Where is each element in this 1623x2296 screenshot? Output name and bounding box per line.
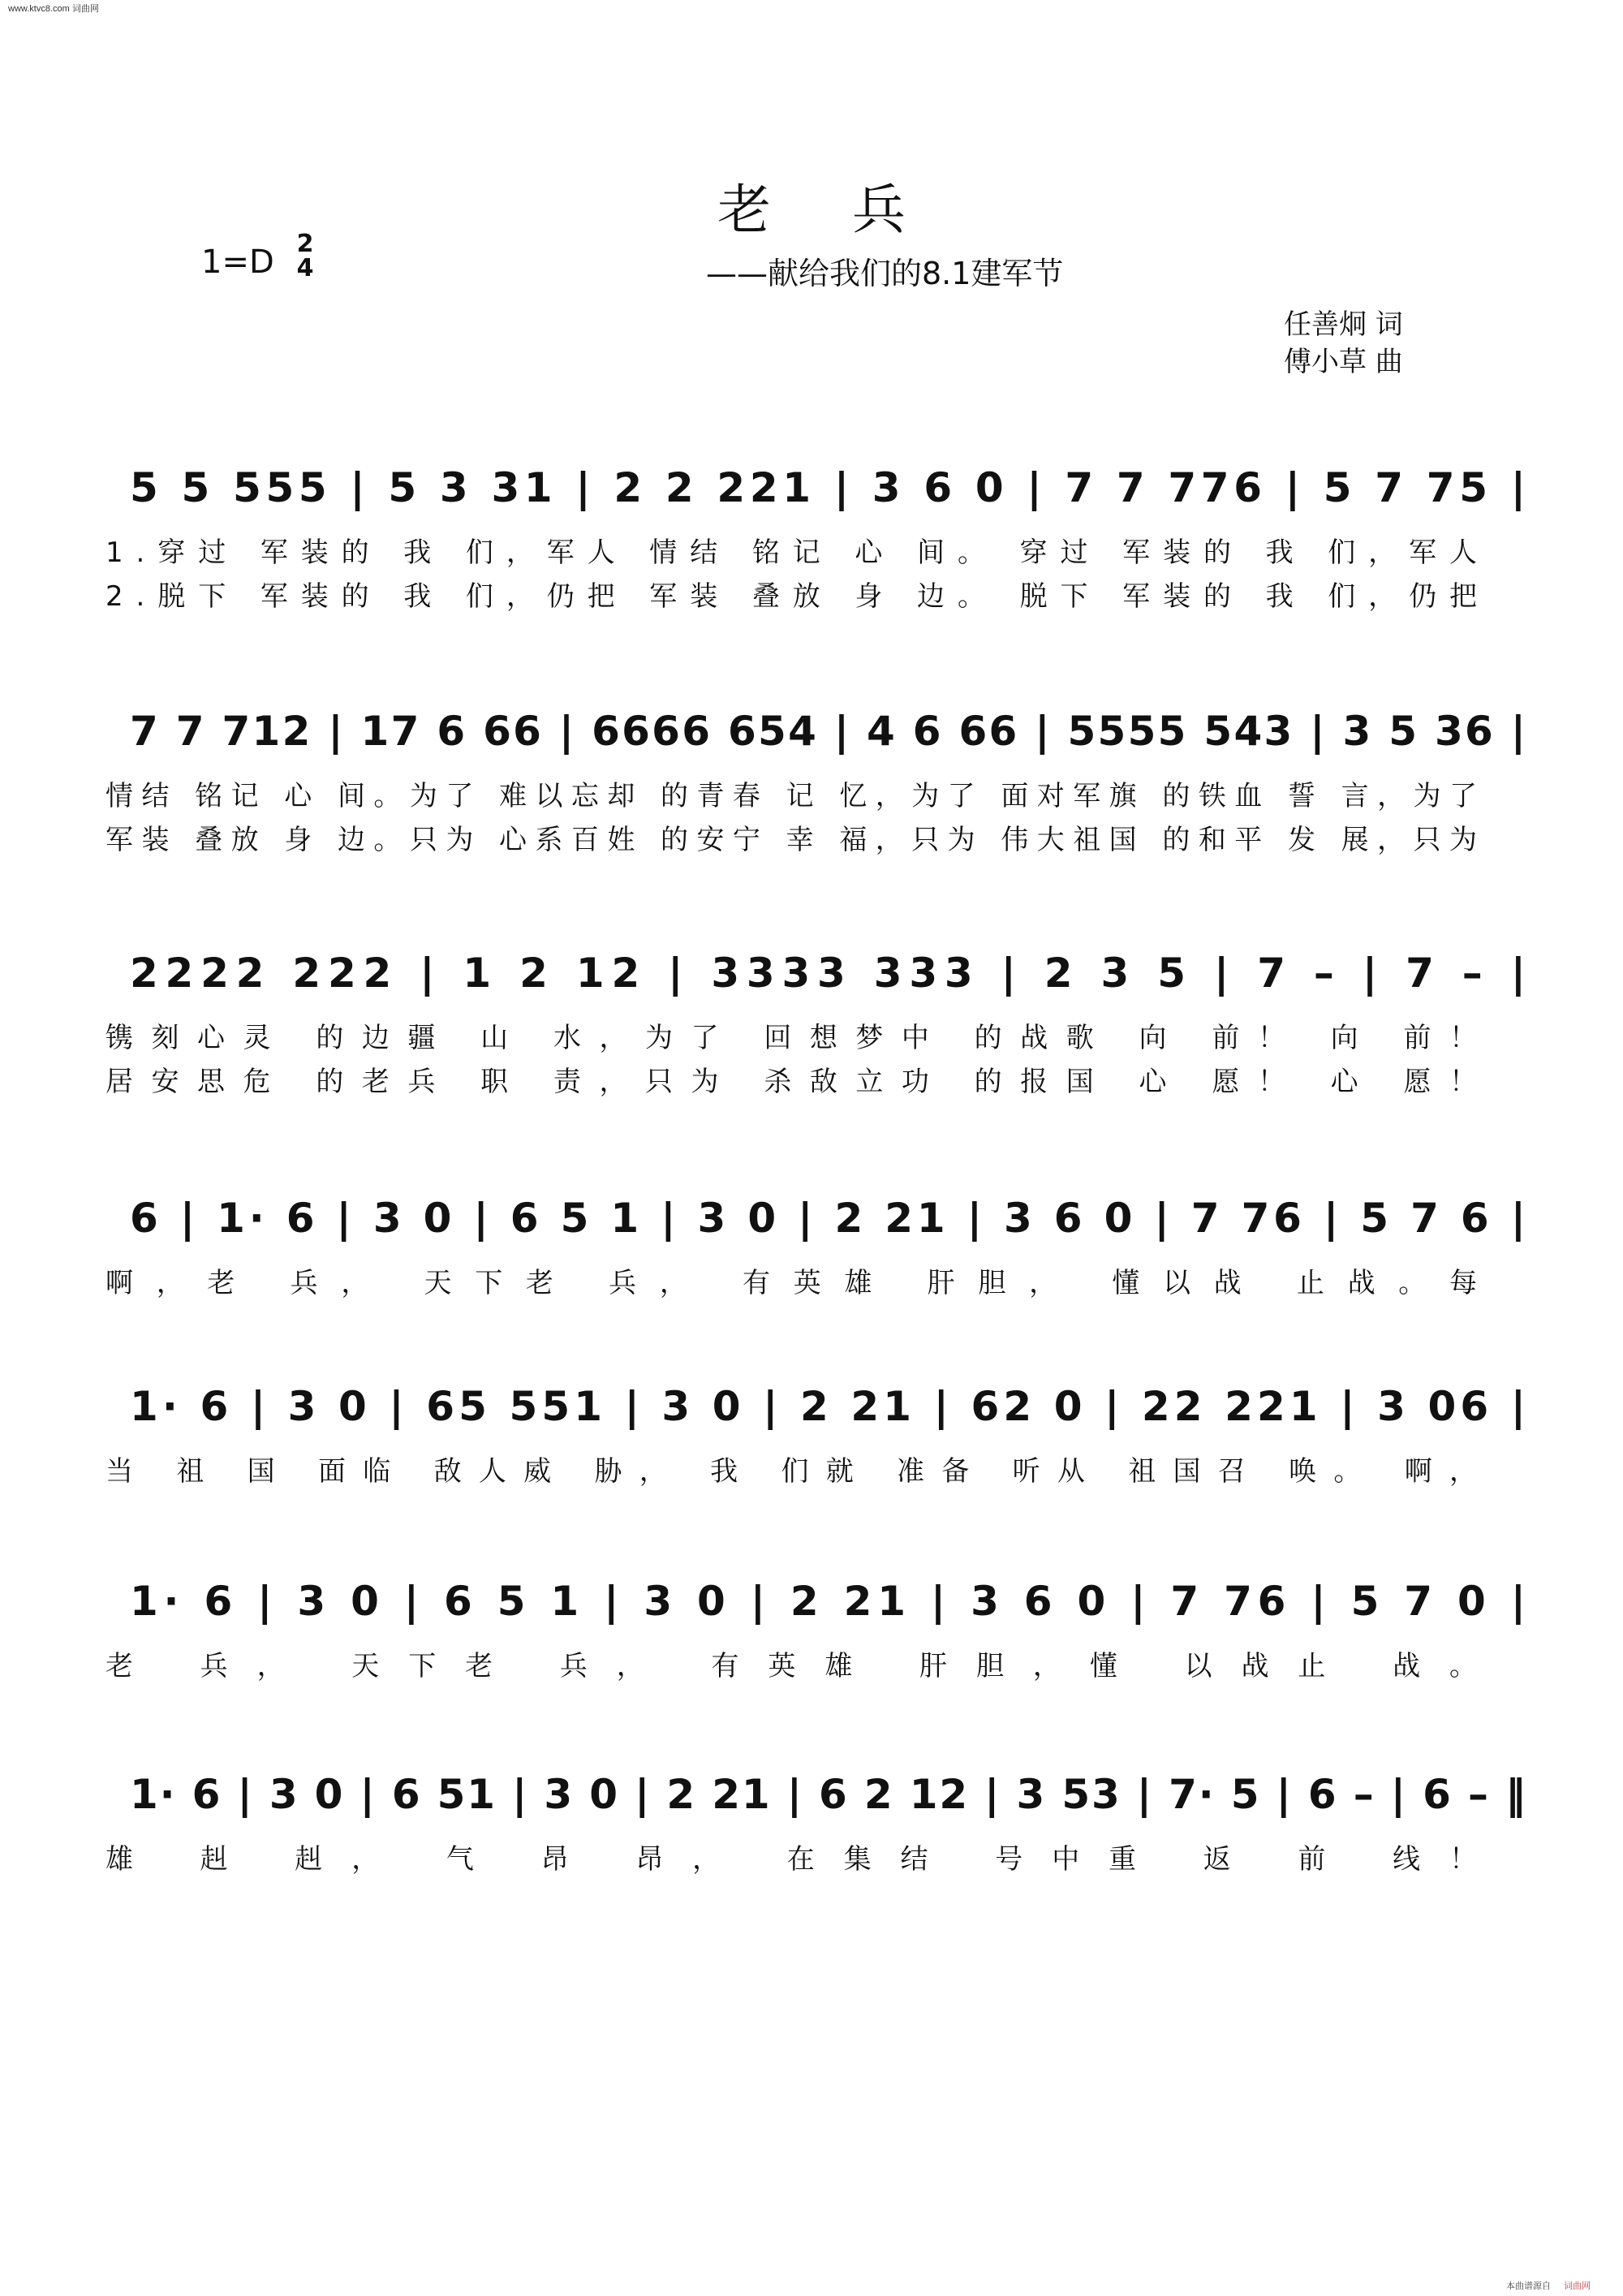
notation-text: 2222 222 | 1 2 12 | 3333 333 | 2 3 5 | 7 – | 7 – | [130, 950, 1526, 997]
notation-row-7 [0, 1761, 1623, 1826]
score-line-4 [0, 1185, 1623, 1363]
footer-source-text: 本曲谱源自 [1506, 2281, 1551, 2291]
footer-source-brand: 词曲网 [1564, 2281, 1591, 2291]
notation-text: 7 7 712 | 17 6 66 | 6666 654 | 4 6 66 | 5555 543 | 3 5 36 | [130, 708, 1526, 755]
lyricist-credit: 任善炯 词 [1284, 308, 1403, 341]
lyric-text: 当 祖 国 面临 敌人威 胁， 我 们就 准备 听从 祖国召 唤。 啊， [105, 1455, 1477, 1488]
lyric-text: 镌刻心灵 的边疆 山 水，为了 回想梦中 的战歌 向 前！ 向 前！ [105, 1022, 1477, 1054]
song-title: 老兵 [717, 179, 987, 241]
time-signature-top: 2 [296, 230, 314, 258]
lyric-row-5-1 [0, 1448, 1623, 1513]
lyric-text: 2.脱下 军装的 我 们，仍把 军装 叠放 身 边。 脱下 军装的 我 们，仍把 [105, 580, 1477, 613]
lyric-text: 老 兵， 天下老 兵， 有英雄 肝胆，懂 以战止 战。 [105, 1650, 1478, 1682]
score-line-2 [0, 698, 1623, 877]
score-line-3 [0, 940, 1623, 1118]
notation-row-5 [0, 1373, 1623, 1438]
lyric-text: 雄 赳 赳， 气 昂 昂， 在集结 号中重 返 前 线！ [105, 1843, 1477, 1876]
notation-text: 1· 6 | 3 0 | 65 551 | 3 0 | 2 21 | 62 0 | 22 221 | 3 06 | [130, 1383, 1526, 1430]
notation-text: 1· 6 | 3 0 | 6 5 1 | 3 0 | 2 21 | 3 6 0 | 7 76 | 5 7 0 | [130, 1578, 1526, 1625]
notation-row-6 [0, 1568, 1623, 1633]
composer-credit: 傅小草 曲 [1284, 346, 1403, 378]
site-watermark: www.ktvc8.com 词曲网 [8, 4, 99, 14]
lyric-text: 居安思危 的老兵 职 责，只为 杀敌立功 的报国 心 愿！ 心 愿！ [105, 1066, 1477, 1098]
notation-row-1 [0, 454, 1623, 519]
lyric-row-2-2 [0, 816, 1623, 881]
score-line-5 [0, 1373, 1623, 1552]
notation-text: 1· 6 | 3 0 | 6 51 | 3 0 | 2 21 | 6 2 12 | 3 53 | 7· 5 | 6 – | 6 – ‖ [130, 1771, 1526, 1818]
song-subtitle: ——献给我们的8.1建军节 [706, 256, 1064, 291]
lyric-text: 情结 铭记 心 间。为了 难以忘却 的青春 记 忆，为了 面对军旗 的铁血 誓 言，为了 [105, 780, 1477, 812]
lyric-row-1-2 [0, 573, 1623, 638]
notation-row-4 [0, 1185, 1623, 1250]
notation-text: 6 | 1· 6 | 3 0 | 6 5 1 | 3 0 | 2 21 | 3 6 0 | 7 76 | 5 7 6 | [130, 1195, 1526, 1242]
lyric-row-3-2 [0, 1058, 1623, 1123]
lyric-row-6-1 [0, 1643, 1623, 1708]
lyric-text: 啊，老 兵， 天下老 兵， 有英雄 肝胆， 懂以战 止战。每 [105, 1267, 1478, 1299]
lyric-row-4-1 [0, 1260, 1623, 1325]
score-line-6 [0, 1568, 1623, 1747]
time-signature-bottom: 4 [296, 254, 314, 282]
notation-row-2 [0, 698, 1623, 763]
notation-text: 5 5 555 | 5 3 31 | 2 2 221 | 3 6 0 | 7 7 776 | 5 7 75 | [130, 464, 1526, 511]
lyric-row-7-1 [0, 1836, 1623, 1901]
score-line-7 [0, 1761, 1623, 1940]
lyric-text: 军装 叠放 身 边。只为 心系百姓 的安宁 幸 福，只为 伟大祖国 的和平 发 展，只为 [105, 824, 1477, 856]
footer-source [1506, 2279, 1591, 2292]
notation-row-3 [0, 940, 1623, 1005]
score-line-1 [0, 454, 1623, 633]
key-signature: 1=D [201, 243, 274, 281]
lyric-text: 1.穿过 军装的 我 们，军人 情结 铭记 心 间。 穿过 军装的 我 们，军人 [105, 536, 1477, 569]
time-signature [292, 232, 318, 281]
